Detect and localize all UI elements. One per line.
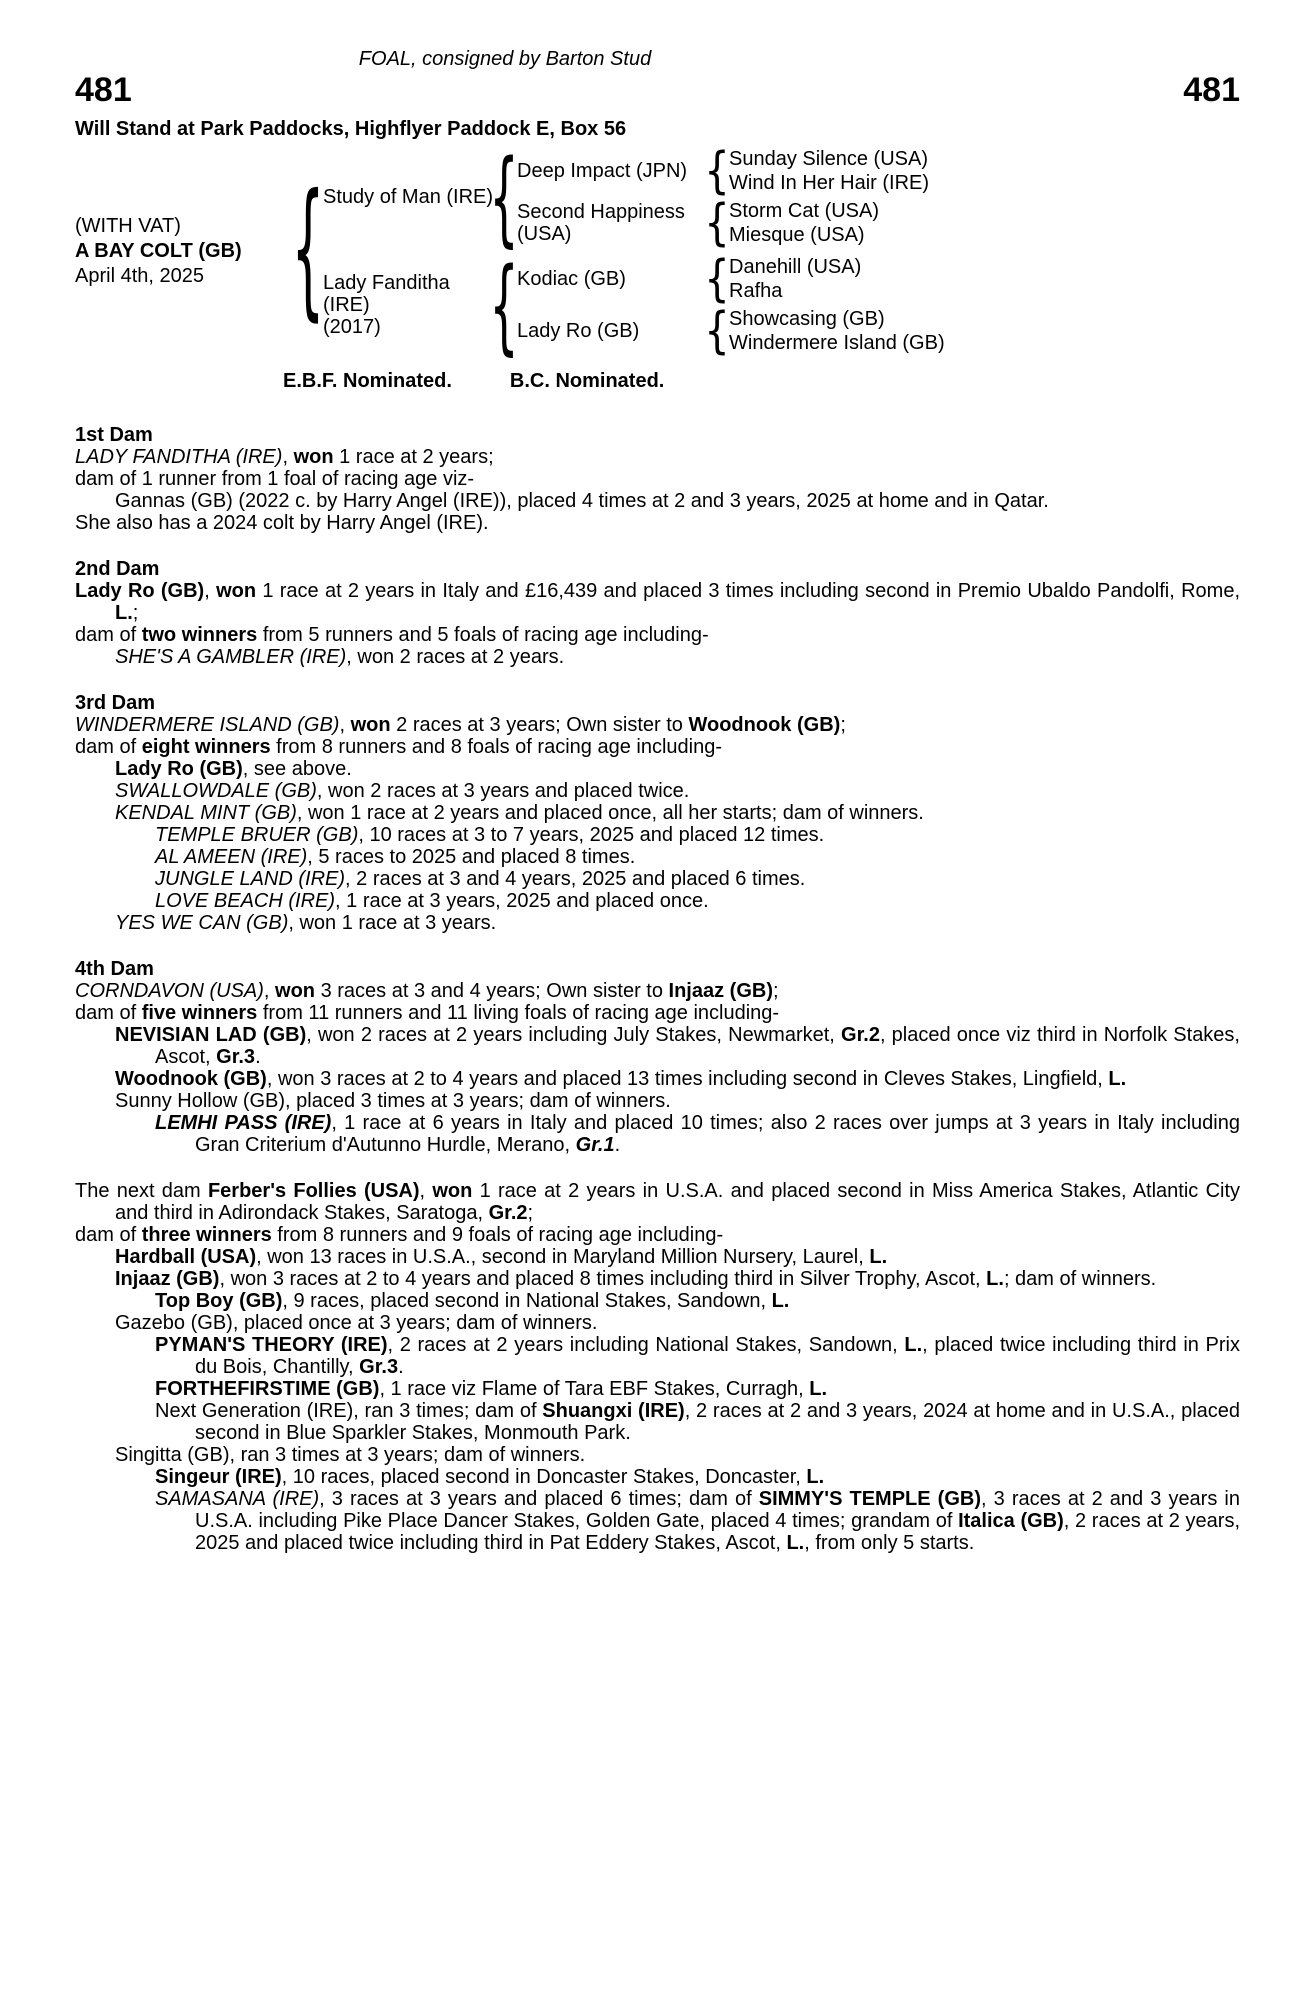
text-run: , won 2 races at 3 years and placed twice. xyxy=(316,780,690,802)
text-run: , won 2 races at 2 years including July Stakes, Newmarket, xyxy=(306,1024,842,1046)
catalogue-paragraph xyxy=(75,1246,1240,1268)
text-run: CORNDAVON (USA) xyxy=(75,980,264,1002)
text-run: , 3 races at 2 and 3 years in U.S.A. including Pike Place Dancer Stakes, Golden Gate, placed 4 times; grandam of xyxy=(195,1488,1240,1532)
text-run: L. xyxy=(806,1466,825,1488)
dam-section xyxy=(75,558,1240,668)
foaling-date: April 4th, 2025 xyxy=(75,265,204,287)
text-run: , 1 race at 3 years, 2025 and placed once. xyxy=(335,890,709,912)
text-run: Gazebo (GB), placed once at 3 years; dam of winners. xyxy=(115,1312,598,1334)
text-run: L. xyxy=(809,1378,828,1400)
text-run: Gr.3 xyxy=(359,1356,399,1378)
text-run: Ferber's Follies (USA) xyxy=(207,1180,420,1202)
subject-column xyxy=(75,215,293,287)
catalogue-paragraph xyxy=(75,1488,1240,1554)
great-grandparent-name: Showcasing (GB) xyxy=(729,308,885,330)
text-run: three winners xyxy=(141,1224,272,1246)
dam-section xyxy=(75,692,1240,934)
dam-section xyxy=(75,1180,1240,1554)
text-run: Woodnook (GB) xyxy=(688,714,841,736)
dam-branch xyxy=(323,256,945,354)
text-run: dam of 1 runner from 1 foal of racing age viz- xyxy=(75,468,475,490)
text-run: Hardball (USA) xyxy=(115,1246,257,1268)
sire-branch xyxy=(323,148,945,246)
vat-label: (WITH VAT) xyxy=(75,215,181,237)
catalogue-paragraph xyxy=(75,1268,1240,1290)
text-run: TEMPLE BRUER (GB) xyxy=(155,824,359,846)
text-run: L. xyxy=(986,1268,1004,1290)
great-grandparent-name: Danehill (USA) xyxy=(729,256,862,278)
catalogue-paragraph xyxy=(75,512,1240,534)
text-run: . xyxy=(614,1134,621,1156)
text-run: WINDERMERE ISLAND (GB) xyxy=(75,714,340,736)
catalogue-paragraph xyxy=(75,890,1240,912)
text-run: ; dam of winners. xyxy=(1003,1268,1157,1290)
text-run: , won 1 race at 2 years and placed once, all her starts; dam of winners. xyxy=(296,802,924,824)
text-run: , won 3 races at 2 to 4 years and placed 13 times including second in Cleves Stakes, Lingfield, xyxy=(266,1068,1109,1090)
parents-column xyxy=(323,148,945,354)
subject-name: A BAY COLT (GB) xyxy=(75,240,242,262)
text-run: ; xyxy=(840,714,846,736)
text-run: won xyxy=(350,714,391,736)
text-run: , 2 races at 3 and 4 years, 2025 and placed 6 times. xyxy=(345,868,806,890)
text-run: Gr.1 xyxy=(575,1134,615,1156)
text-run: , placed once viz third in Norfolk Stakes, Ascot, xyxy=(155,1024,1240,1068)
catalogue-paragraph xyxy=(75,1224,1240,1246)
sire-name: Study of Man (IRE) xyxy=(323,186,494,208)
text-run: , 10 races, placed second in Doncaster Stakes, Doncaster, xyxy=(281,1466,807,1488)
text-run: , 2 races at 2 years, 2025 and placed twice including third in Pat Eddery Stakes, Ascot, xyxy=(195,1510,1240,1554)
text-run: LADY FANDITHA (IRE) xyxy=(75,446,283,468)
catalogue-paragraph xyxy=(75,714,1240,736)
text-run: NEVISIAN LAD (GB) xyxy=(115,1024,307,1046)
text-run: , 9 races, placed second in National Stakes, Sandown, xyxy=(282,1290,772,1312)
text-run: SIMMY'S TEMPLE (GB) xyxy=(758,1488,981,1510)
text-run: L. xyxy=(786,1532,805,1554)
catalogue-paragraph xyxy=(75,912,1240,934)
text-run: Singitta (GB), ran 3 times at 3 years; dam of winners. xyxy=(115,1444,586,1466)
text-run: won xyxy=(432,1180,473,1202)
sire-sire-name: Deep Impact (JPN) xyxy=(517,160,688,182)
text-run: L. xyxy=(115,602,133,624)
text-run: Shuangxi (IRE) xyxy=(542,1400,685,1422)
text-run: Singeur (IRE) xyxy=(155,1466,282,1488)
text-run: L. xyxy=(1108,1068,1127,1090)
text-run: , xyxy=(204,580,217,602)
pedigree-brace-dam xyxy=(491,257,517,353)
text-run: from 8 runners and 9 foals of racing age including- xyxy=(271,1224,724,1246)
text-run: , 2 races at 2 years including National Stakes, Sandown, xyxy=(387,1334,905,1356)
catalogue-paragraph xyxy=(75,1378,1240,1400)
dam-sire-parents xyxy=(729,256,861,302)
text-run: dam of xyxy=(75,624,142,646)
text-run: , 5 races to 2025 and placed 8 times. xyxy=(307,846,636,868)
text-run: 1 race at 2 years in Italy and £16,439 and placed 3 times including second in Premio Ubaldo Pandolfi, Rome, xyxy=(256,580,1240,602)
text-run: ; xyxy=(132,602,139,624)
catalogue-paragraph xyxy=(75,1400,1240,1444)
catalogue-paragraph xyxy=(75,846,1240,868)
catalogue-paragraph xyxy=(75,1024,1240,1068)
lot-number-right: 481 xyxy=(1183,71,1240,109)
pedigree-tree xyxy=(75,148,1240,354)
text-run: won xyxy=(216,580,257,602)
catalogue-paragraph xyxy=(75,1090,1240,1112)
catalogue-paragraph xyxy=(75,580,1240,624)
text-run: , 1 race viz Flame of Tara EBF Stakes, Curragh, xyxy=(379,1378,810,1400)
text-run: L. xyxy=(904,1334,923,1356)
pedigree-brace-dam-dam xyxy=(705,308,729,354)
text-run: 3 races at 3 and 4 years; Own sister to xyxy=(315,980,669,1002)
text-run: from 11 runners and 11 living foals of racing age including- xyxy=(257,1002,780,1024)
text-run: Top Boy (GB) xyxy=(155,1290,283,1312)
text-run: SHE'S A GAMBLER (IRE) xyxy=(115,646,347,668)
text-run: , placed twice including third in Prix du Bois, Chantilly, xyxy=(195,1334,1240,1378)
pedigree-brace-generation1 xyxy=(293,182,323,320)
text-run: from 5 runners and 5 foals of racing age including- xyxy=(257,624,709,646)
dam-name: Lady Fanditha (IRE) xyxy=(323,272,450,316)
catalogue-paragraph xyxy=(75,1112,1240,1156)
catalogue-paragraph xyxy=(75,1068,1240,1090)
section-heading: 2nd Dam xyxy=(75,558,160,580)
text-run: two winners xyxy=(141,624,258,646)
section-heading: 1st Dam xyxy=(75,424,153,446)
text-run: Injaaz (GB) xyxy=(115,1268,220,1290)
catalogue-paragraph xyxy=(75,468,1240,490)
text-run: won xyxy=(275,980,316,1002)
catalogue-paragraph xyxy=(75,1290,1240,1312)
catalogue-paragraph xyxy=(75,736,1240,758)
sire-dam-name: Second Happiness (USA) xyxy=(517,201,685,245)
text-run: Lady Ro (GB) xyxy=(75,580,205,602)
text-run: , won 1 race at 3 years. xyxy=(288,912,497,934)
dam-section xyxy=(75,958,1240,1156)
great-grandparent-name: Miesque (USA) xyxy=(729,224,865,246)
sire-dam-parents xyxy=(729,200,879,246)
great-grandparent-name: Storm Cat (USA) xyxy=(729,200,880,222)
text-run: L. xyxy=(771,1290,790,1312)
text-run: , won 3 races at 2 to 4 years and placed 8 times including third in Silver Trophy, Ascot, xyxy=(219,1268,987,1290)
catalogue-paragraph xyxy=(75,624,1240,646)
text-run: . xyxy=(398,1356,404,1378)
text-run: YES WE CAN (GB) xyxy=(115,912,289,934)
text-run: LOVE BEACH (IRE) xyxy=(155,890,336,912)
lot-number-row xyxy=(75,72,1240,108)
text-run: dam of xyxy=(75,1002,142,1024)
catalogue-paragraph xyxy=(75,758,1240,780)
text-run: JUNGLE LAND (IRE) xyxy=(155,868,346,890)
catalogue-paragraph xyxy=(75,780,1240,802)
text-run: Gr.2 xyxy=(488,1202,528,1224)
text-run: dam of xyxy=(75,736,142,758)
text-run: Gr.2 xyxy=(841,1024,880,1046)
dam-dam-parents xyxy=(729,308,945,354)
great-grandparent-name: Rafha xyxy=(729,280,783,302)
pedigree-brace-dam-sire xyxy=(705,256,729,302)
text-run: Italica (GB) xyxy=(958,1510,1064,1532)
text-run: L. xyxy=(869,1246,888,1268)
text-run: She also has a 2024 colt by Harry Angel (IRE). xyxy=(75,512,489,534)
text-run: eight winners xyxy=(141,736,271,758)
sire-sire-parents xyxy=(729,148,929,194)
stand-location-line: Will Stand at Park Paddocks, Highflyer Paddock E, Box 56 xyxy=(75,118,627,140)
text-run: Sunny Hollow (GB), placed 3 times at 3 years; dam of winners. xyxy=(115,1090,671,1112)
nominations-line xyxy=(283,370,1240,392)
text-run: , 3 races at 3 years and placed 6 times; dam of xyxy=(319,1488,759,1510)
catalogue-paragraph xyxy=(75,1444,1240,1466)
text-run: Gannas (GB) (2022 c. by Harry Angel (IRE)), placed 4 times at 2 and 3 years, 2025 at home and in Qatar. xyxy=(115,490,1049,512)
text-run: , won 13 races in U.S.A., second in Maryland Million Nursery, Laurel, xyxy=(256,1246,870,1268)
text-run: 1 race at 2 years in U.S.A. and placed second in Miss America Stakes, Atlantic City and third in Adirondack Stakes, Saratoga, xyxy=(115,1180,1241,1224)
text-run: five winners xyxy=(141,1002,258,1024)
text-run: Gr.3 xyxy=(216,1046,256,1068)
section-heading: 3rd Dam xyxy=(75,692,156,714)
lot-number-left: 481 xyxy=(75,71,132,109)
section-heading: 4th Dam xyxy=(75,958,154,980)
dam-sire-name: Kodiac (GB) xyxy=(517,268,626,290)
text-run: , from only 5 starts. xyxy=(804,1532,975,1554)
text-run: 1 race at 2 years; xyxy=(333,446,494,468)
catalogue-paragraph xyxy=(75,802,1240,824)
text-run: won xyxy=(293,446,334,468)
catalogue-paragraph xyxy=(75,490,1240,512)
text-run: Injaaz (GB) xyxy=(668,980,773,1002)
pedigree-brace-sire-dam xyxy=(705,200,729,246)
bc-nominated-label: B.C. Nominated. xyxy=(509,370,665,392)
text-run: . xyxy=(255,1046,261,1068)
dam-grandparents xyxy=(517,256,945,354)
great-grandparent-name: Wind In Her Hair (IRE) xyxy=(729,172,930,194)
text-run: 2 races at 3 years; Own sister to xyxy=(390,714,689,736)
dam-section xyxy=(75,424,1240,534)
dam-year: (2017) xyxy=(323,316,381,338)
text-run: , xyxy=(282,446,294,468)
consignor-line: FOAL, consigned by Barton Stud xyxy=(358,48,652,70)
text-run: Next Generation (IRE), ran 3 times; dam of xyxy=(155,1400,543,1422)
text-run: , see above. xyxy=(242,758,352,780)
text-run: FORTHEFIRSTIME (GB) xyxy=(155,1378,380,1400)
dam-name-block xyxy=(323,272,491,338)
catalogue-paragraph xyxy=(75,1180,1240,1224)
text-run: , 10 races at 3 to 7 years, 2025 and placed 12 times. xyxy=(358,824,825,846)
text-run: AL AMEEN (IRE) xyxy=(155,846,308,868)
great-grandparent-name: Sunday Silence (USA) xyxy=(729,148,928,170)
text-run: Woodnook (GB) xyxy=(115,1068,267,1090)
text-run: The next dam xyxy=(75,1180,208,1202)
text-run: dam of xyxy=(75,1224,142,1246)
text-run: , 1 race at 6 years in Italy and placed 10 times; also 2 races over jumps at 3 years in Italy including Gran Criterium d'Autunno Hurdle, Merano, xyxy=(195,1112,1240,1156)
text-run: , xyxy=(263,980,276,1002)
catalogue-paragraph xyxy=(75,868,1240,890)
text-run: SAMASANA (IRE) xyxy=(155,1488,320,1510)
text-run: PYMAN'S THEORY (IRE) xyxy=(155,1334,388,1356)
text-run: , xyxy=(339,714,351,736)
text-run: Lady Ro (GB) xyxy=(115,758,243,780)
sire-sire-branch xyxy=(517,148,929,194)
ebf-nominated-label: E.B.F. Nominated. xyxy=(283,370,452,392)
pedigree-brace-sire-sire xyxy=(705,148,729,194)
catalogue-paragraph xyxy=(75,824,1240,846)
text-run: , won 2 races at 2 years. xyxy=(346,646,565,668)
sire-grandparents xyxy=(517,148,929,246)
dam-dam-branch xyxy=(517,308,945,354)
text-run: , 2 races at 2 and 3 years, 2024 at home and in U.S.A., placed second in Blue Sparkler Stakes, Monmouth Park. xyxy=(195,1400,1241,1444)
dam-dam-name: Lady Ro (GB) xyxy=(517,320,640,342)
sire-dam-branch xyxy=(517,200,929,246)
text-run: LEMHI PASS (IRE) xyxy=(155,1112,332,1134)
text-run: from 8 runners and 8 foals of racing age including- xyxy=(270,736,722,758)
text-run: , xyxy=(419,1180,433,1202)
catalogue-paragraph xyxy=(75,980,1240,1002)
text-run: KENDAL MINT (GB) xyxy=(115,802,297,824)
catalogue-paragraph xyxy=(75,1002,1240,1024)
text-run: ; xyxy=(527,1202,534,1224)
catalogue-paragraph xyxy=(75,1334,1240,1378)
catalogue-body xyxy=(75,424,1240,1554)
catalogue-paragraph xyxy=(75,1312,1240,1334)
text-run: SWALLOWDALE (GB) xyxy=(115,780,317,802)
catalogue-paragraph xyxy=(75,446,1240,468)
dam-sire-branch xyxy=(517,256,945,302)
pedigree-brace-sire xyxy=(491,149,517,245)
text-run: ; xyxy=(772,980,779,1002)
catalogue-paragraph xyxy=(75,646,1240,668)
great-grandparent-name: Windermere Island (GB) xyxy=(729,332,945,354)
catalogue-paragraph xyxy=(75,1466,1240,1488)
